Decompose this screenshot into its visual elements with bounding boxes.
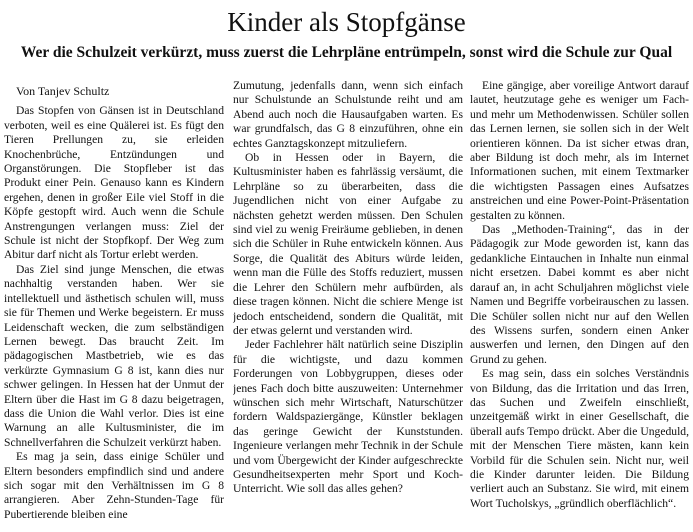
paragraph: Das Ziel sind junge Menschen, die etwas nachhaltig verstanden haben. Wer sie intellektuell und ästhetisch schulen will, muss sie für Themen und Werke begeistern. Er muss Leidenschaft wecken, die zum selbständigen Lernen bewegt. Das braucht Zeit. Im pädagogischen Mastbetrieb, wie es das verkürzte Gymnasium G 8 ist, kann dies nur schwer gelingen. In Hessen hat der Unmut der Eltern über die Hast im G 8 dazu beigetragen, dass die Union die Wahl verlor. Dies ist eine Warnung an alle Kultusminister, die im Schnellverfahren die Schulzeit verkürzt haben. bbox=[4, 262, 224, 449]
paragraph: Jeder Fachlehrer hält natürlich seine Disziplin für die wichtigste, und dazu kommen Forderungen von Lobbygruppen, dieses oder jenes Fach doch bitte auszuweiten: Unternehmer wünschen sich mehr Wirtschaft, Naturschützer fordern Waldspaziergänge, Künstler beklagen das geringe Gewicht der Kunststunden. Ingenieure verlangen mehr Technik in der Schule und vom Übergewicht der Kinder aufgeschreckte Gesundheitsexperten mehr Sport und Koch-Unterricht. Wie soll das alles gehen? bbox=[233, 338, 463, 496]
paragraph: Es mag ja sein, dass einige Schüler und Eltern besonders empfindlich sind und andere sich sogar mit den Verhältnissen im G 8 arrangieren. Aber Zehn-Stunden-Tage für Pubertierende bleiben eine bbox=[4, 450, 224, 521]
article-column-3 bbox=[470, 79, 689, 532]
paragraph: Zumutung, jedenfalls dann, wenn sich einfach nur Schulstunde an Schulstunde reiht und am Abend auch noch die Hausaufgaben warten. Es war grundfalsch, das G 8 einzuführen, ohne ein echtes Ganztagskonzept mitzuliefern. bbox=[233, 79, 463, 150]
article-column-1 bbox=[4, 78, 224, 531]
paragraph: Das „Methoden-Training“, das in der Pädagogik zur Mode geworden ist, kann das gedankliche Eintauchen in Inhalte nun einmal nicht ersetzen. Dabei kommt es aber nicht darauf an, in acht Schuljahren möglichst viele Namen und Begriffe vorbeirauschen zu lassen. Die Schüler sollen nicht nur auf den Wellen des Wissens surfen, sondern einen Anker auswerfen und lernen, den Dingen auf den Grund zu gehen. bbox=[470, 223, 689, 366]
paragraph: Das Stopfen von Gänsen ist in Deutschland verboten, weil es eine Quälerei ist. Es fügt den Tieren Prellungen zu, sie erleiden Knochenbrüche, Entzündungen und Organstörungen. Die Stopfleber ist das Produkt einer Pein. Genauso kann es Kindern ergehen, denen in großer Eile viel Stoff in die Köpfe gestopft wird. Auch wenn die Schule Anstrengungen verlangen muss: Ziel der Schule ist nicht der Stopfkopf. Der Weg zum Abitur darf nicht als Tortur erlebt werden. bbox=[4, 104, 224, 262]
paragraph: Es mag sein, dass ein solches Verständnis von Bildung, das die Irritation und das Irren, das Suchen und Zweifeln einschließt, unzeitgemäß wirkt in einer Gesellschaft, die überall aufs Tempo drückt. Aber die Ungeduld, mit der Menschen Tiere mästen, kann kein Vorbild für die Schulen sein. Nicht nur, weil die Kinder darunter leiden. Die Bildung verliert auch an Substanz. Sie wird, mit einem Wort Tucholskys, „gründlich oberflächlich“. bbox=[470, 367, 689, 510]
article-column-2 bbox=[233, 79, 463, 532]
paragraph: Ob in Hessen oder in Bayern, die Kultusminister haben es fahrlässig versäumt, die Lehrpläne so zu überarbeiten, dass die Jugendlichen nicht von einer Aufgabe zu nächsten gehetzt werden müssen. Den Schulen sind viel zu wenig Freiräume geblieben, in denen sich die Schüler in Ruhe entwickeln können. Aus Sorge, die Qualität des Abiturs würde leiden, wenn man die Fülle des Stoffs reduziert, mussen die Lehrer den Schülern mehr aufbürden, als diese tragen können. Nicht die schiere Menge ist jedoch entscheidend, sondern die Qualität, mit der etwas gelernt und verstanden wird. bbox=[233, 151, 463, 337]
article-subheadline: Wer die Schulzeit verkürzt, muss zuerst die Lehrpläne entrümpeln, sonst wird die Schule zur Qual bbox=[20, 44, 673, 61]
article-headline: Kinder als Stopfgänse bbox=[227, 7, 466, 37]
article-author: Von Tanjev Schultz bbox=[16, 84, 110, 98]
paragraph: Eine gängige, aber voreilige Antwort darauf lautet, heutzutage gehe es weniger um Fach- und mehr um Methodenwissen. Schüler sollen das Lernen lernen, sie sollen sich in der Welt orientieren können. Da ist sicher etwas dran, aber Bildung ist doch mehr, als im Internet Informationen suchen, mit einem Textmarker die wichtigsten Passagen eines Aufsatzes anstreichen und eine Power-Point-Präsentation gestalten zu können. bbox=[470, 79, 689, 222]
